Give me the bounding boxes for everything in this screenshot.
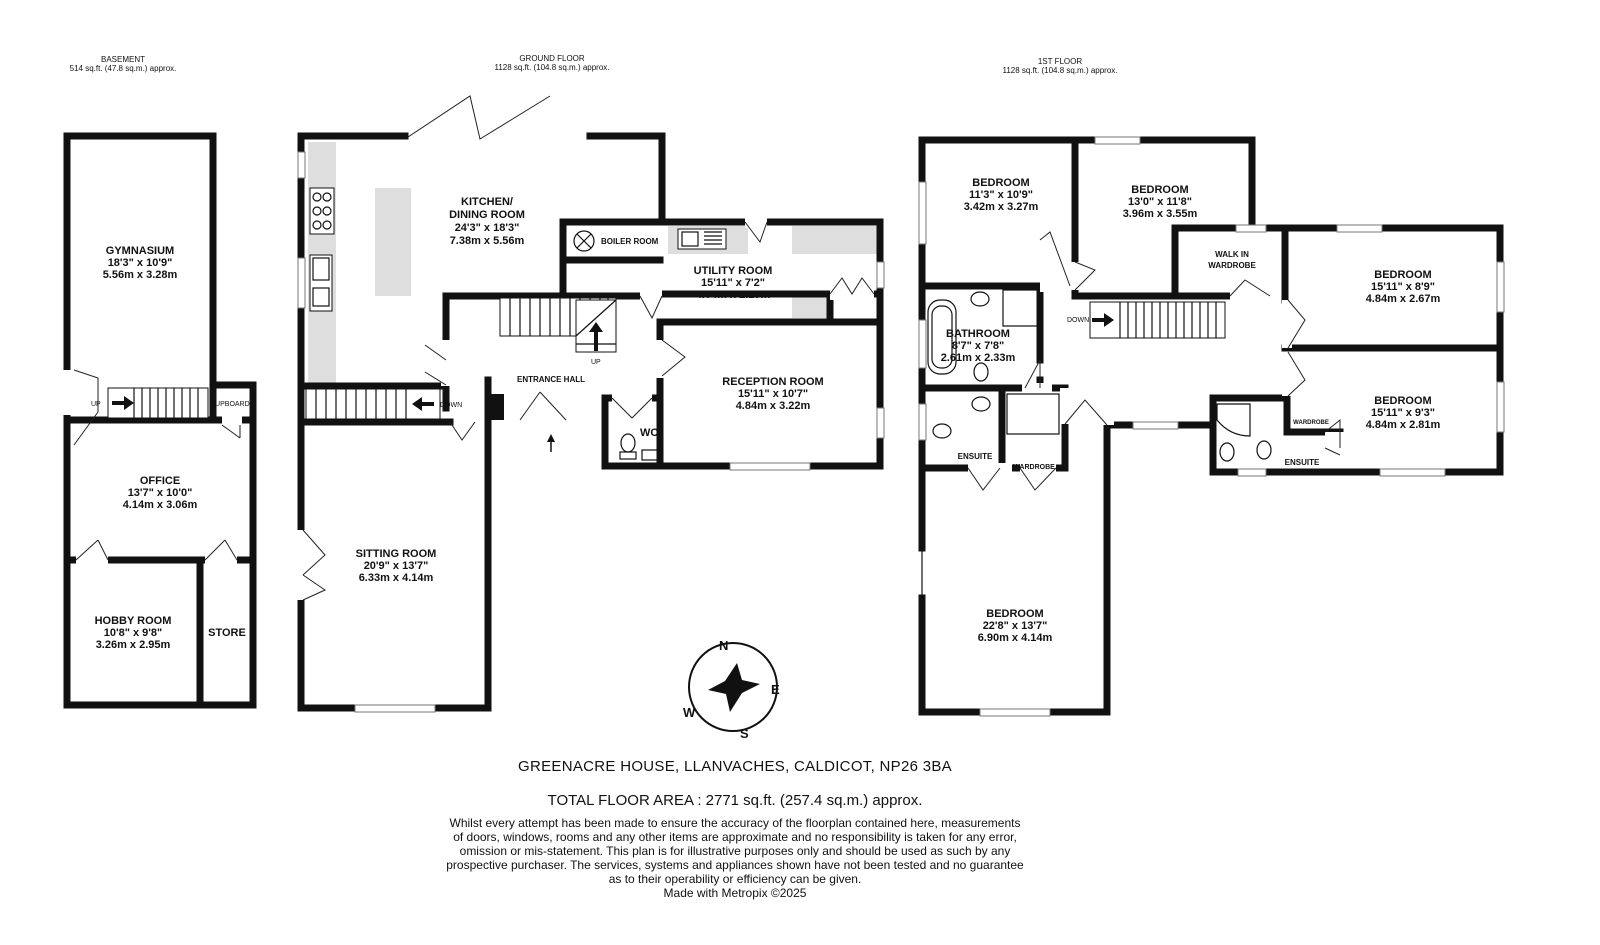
bedroom-4-name: BEDROOM (1374, 395, 1432, 407)
kitchen-sink-icon (310, 255, 332, 311)
bedroom-3-label (1366, 269, 1441, 305)
utility-sink-icon (678, 229, 726, 249)
total-floor-area: TOTAL FLOOR AREA : 2771 sq.ft. (257.4 sq.m.) approx. (547, 792, 923, 809)
disclaimer-line-1: Whilst every attempt has been made to ensure the accuracy of the floorplan contained here, measurements (449, 816, 1021, 830)
bedroom-3-metric: 4.84m x 2.67m (1365, 293, 1441, 305)
compass-n: N (719, 638, 729, 653)
footer (446, 758, 1024, 900)
compass-s: S (740, 726, 749, 741)
hobby-room-label (95, 615, 172, 651)
utility-room-metric: 4.84m x 2.19m (695, 289, 771, 301)
kitchen-metric: 7.38m x 5.56m (449, 235, 525, 247)
bathroom-imperial: 8'7" x 7'8" (951, 340, 1005, 352)
reception-room-imperial: 15'11" x 10'7" (737, 388, 809, 400)
basement-plan (60, 136, 253, 705)
kitchen-label (449, 196, 525, 247)
first-floor-header (1002, 57, 1117, 75)
basement-title: BASEMENT (100, 55, 146, 64)
office-imperial: 13'7" x 10'0" (127, 487, 193, 499)
basement-area: 514 sq.ft. (47.8 sq.m.) approx. (69, 64, 177, 73)
office-name: OFFICE (139, 475, 181, 487)
sitting-room-label (356, 548, 437, 584)
wardrobe-2-label: WARDROBE (1293, 420, 1329, 426)
sitting-room-metric: 6.33m x 4.14m (358, 572, 434, 584)
bedroom-2-imperial: 13'0" x 11'8" (1128, 196, 1192, 208)
bedroom-1-imperial: 11'3" x 10'9" (969, 189, 1033, 201)
gymnasium-metric: 5.56m x 3.28m (102, 269, 178, 281)
hobby-room-metric: 3.26m x 2.95m (95, 639, 171, 651)
compass-star-icon (708, 663, 760, 712)
walk-in-wardrobe-name-2: WARDROBE (1208, 261, 1256, 270)
kitchen-name-2: DINING ROOM (449, 209, 525, 221)
wc-label: WC (640, 427, 659, 439)
bedroom-3-imperial: 15'11" x 8'9" (1371, 281, 1435, 293)
hobby-room-imperial: 10'8" x 9'8" (103, 627, 163, 639)
bedroom-3-name: BEDROOM (1374, 269, 1432, 281)
bedroom-4-imperial: 15'11" x 9'3" (1371, 407, 1435, 419)
bedroom-1-name: BEDROOM (972, 177, 1030, 189)
basement-stairs-up-label: UP (91, 401, 101, 408)
ground-floor-plan (296, 96, 884, 712)
gymnasium-imperial: 18'3" x 10'9" (107, 257, 173, 269)
bedroom-5-imperial: 22'8" x 13'7" (982, 620, 1048, 632)
reception-room-name: RECEPTION ROOM (722, 376, 824, 388)
boiler-icon (574, 231, 594, 251)
bedroom-2-label (1123, 184, 1198, 220)
bathroom-name: BATHROOM (946, 328, 1010, 340)
bedroom-1-metric: 3.42m x 3.27m (963, 201, 1039, 213)
first-floor-title: 1ST FLOOR (1037, 57, 1083, 66)
office-label (123, 475, 198, 511)
disclaimer-line-2: of doors, windows, rooms and any other items are approximate and no responsibility is taken for any error, (453, 830, 1017, 844)
reception-room-label (722, 376, 823, 412)
wardrobe-1-label: WARDROBE (1013, 464, 1055, 471)
first-stairs-down-label: DOWN (1067, 317, 1090, 324)
entrance-hall-label: ENTRANCE HALL (517, 375, 585, 384)
bathroom-metric: 2.61m x 2.33m (940, 352, 1016, 364)
basement-stairs (108, 388, 208, 418)
ground-stairs-up-label: UP (591, 359, 601, 366)
sitting-room-name: SITTING ROOM (355, 548, 437, 560)
ground-stairs-down-label: DOWN (440, 402, 463, 409)
ground-floor-header (494, 54, 609, 72)
first-floor-stairs (1090, 302, 1225, 338)
disclaimer-line-5: as to their operability or efficiency can be given. (608, 872, 862, 886)
ensuite-2-label: ENSUITE (1284, 458, 1320, 467)
compass-rose (683, 638, 780, 741)
gymnasium-name: GYMNASIUM (105, 245, 175, 257)
ground-floor-area: 1128 sq.ft. (104.8 sq.m.) approx. (494, 63, 610, 72)
property-address: GREENACRE HOUSE, LLANVACHES, CALDICOT, NP26 3BA (518, 758, 952, 775)
kitchen-imperial: 24'3" x 18'3" (454, 222, 520, 234)
disclaimer-line-4: prospective purchaser. The services, systems and appliances shown have not been tested and no guarantee (446, 858, 1024, 872)
disclaimer-line-3: omission or mis-statement. This plan is for illustrative purposes only and should be used as such by any (459, 844, 1011, 858)
bedroom-5-name: BEDROOM (986, 608, 1044, 620)
bedroom-4-metric: 4.84m x 2.81m (1365, 419, 1441, 431)
walk-in-wardrobe-label (1208, 250, 1256, 270)
gymnasium-label (103, 245, 178, 281)
sitting-room-imperial: 20'9" x 13'7" (363, 560, 429, 572)
boiler-room-label: BOILER ROOM (601, 237, 659, 246)
ensuite-1-label: ENSUITE (957, 452, 993, 461)
compass-e: E (771, 682, 780, 697)
store-label: STORE (208, 627, 246, 639)
bedroom-1-label (964, 177, 1039, 213)
hob-icon (310, 188, 334, 234)
kitchen-name: KITCHEN/ (461, 196, 513, 208)
cupboard-label: CUPBOARD (210, 401, 250, 408)
bedroom-5-label (978, 608, 1053, 644)
office-metric: 4.14m x 3.06m (122, 499, 198, 511)
bedroom-4-label (1366, 395, 1441, 431)
reception-room-metric: 4.84m x 3.22m (735, 400, 811, 412)
utility-room-name: UTILITY ROOM (693, 265, 773, 277)
bedroom-2-metric: 3.96m x 3.55m (1122, 208, 1198, 220)
basement-header (70, 55, 177, 73)
bedroom-5-metric: 6.90m x 4.14m (977, 632, 1053, 644)
utility-room-imperial: 15'11" x 7'2" (701, 277, 765, 289)
utility-room-label (694, 265, 773, 301)
first-floor-plan (919, 137, 1504, 716)
credit-line: Made with Metropix ©2025 (663, 886, 807, 900)
compass-w: W (683, 705, 696, 720)
hobby-room-name: HOBBY ROOM (94, 615, 172, 627)
ground-stairs (306, 298, 616, 419)
first-floor-area: 1128 sq.ft. (104.8 sq.m.) approx. (1002, 66, 1118, 75)
bedroom-2-name: BEDROOM (1131, 184, 1189, 196)
walk-in-wardrobe-name: WALK IN (1215, 250, 1249, 259)
bathroom-label (941, 328, 1016, 364)
ground-floor-title: GROUND FLOOR (519, 54, 585, 63)
